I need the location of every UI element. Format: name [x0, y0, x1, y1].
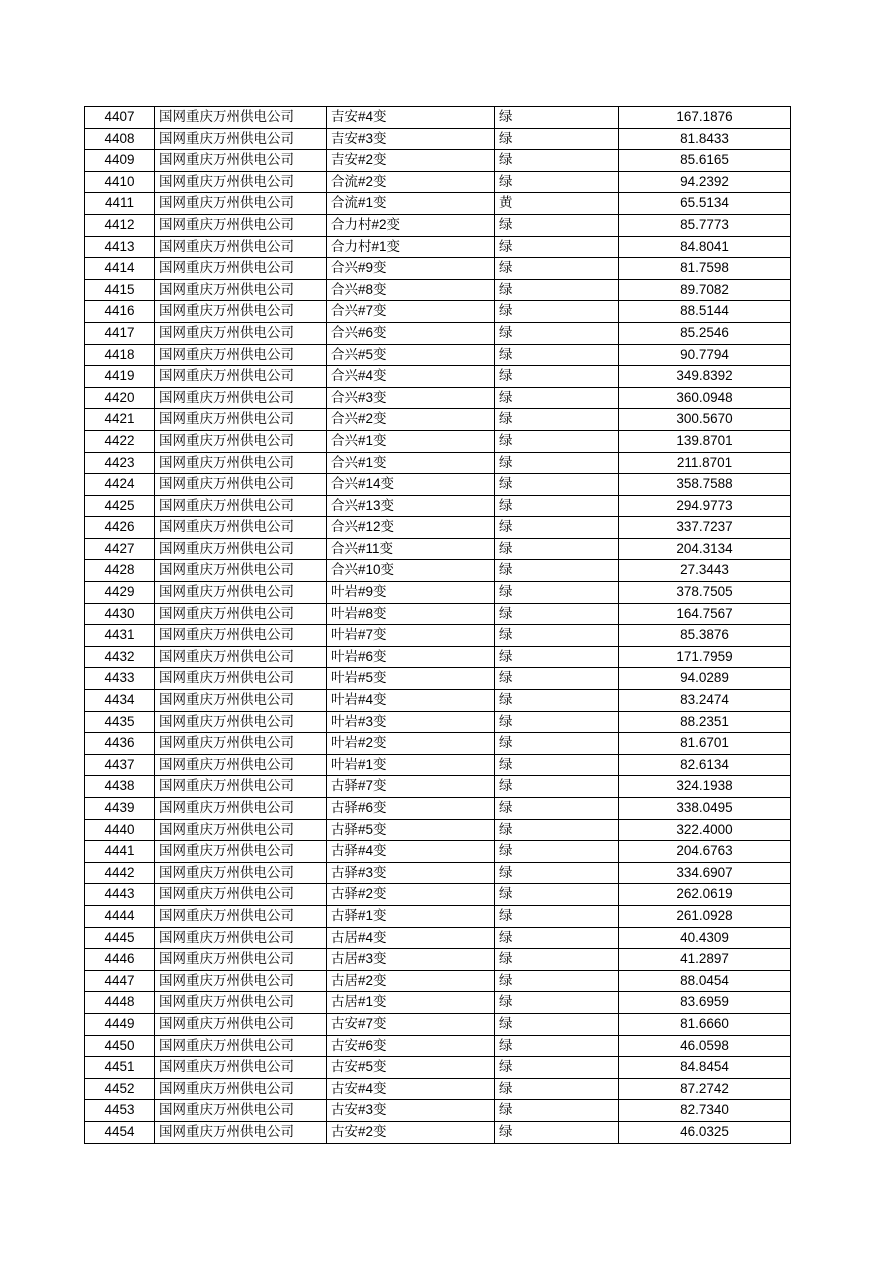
cell-company: 国网重庆万州供电公司	[155, 754, 327, 776]
cell-color: 绿	[495, 690, 619, 712]
cell-company: 国网重庆万州供电公司	[155, 171, 327, 193]
cell-id: 4432	[85, 646, 155, 668]
cell-id: 4429	[85, 582, 155, 604]
cell-value: 46.0598	[619, 1035, 791, 1057]
cell-color: 绿	[495, 452, 619, 474]
cell-color: 绿	[495, 495, 619, 517]
cell-color: 绿	[495, 927, 619, 949]
cell-company: 国网重庆万州供电公司	[155, 236, 327, 258]
cell-value: 324.1938	[619, 776, 791, 798]
cell-station: 合兴#8变	[327, 279, 495, 301]
cell-company: 国网重庆万州供电公司	[155, 1013, 327, 1035]
cell-company: 国网重庆万州供电公司	[155, 495, 327, 517]
table-row	[85, 711, 791, 733]
cell-company: 国网重庆万州供电公司	[155, 452, 327, 474]
cell-color: 绿	[495, 776, 619, 798]
table-row	[85, 279, 791, 301]
cell-value: 81.6701	[619, 733, 791, 755]
table-row	[85, 798, 791, 820]
cell-station: 合兴#14变	[327, 474, 495, 496]
cell-id: 4408	[85, 128, 155, 150]
cell-id: 4438	[85, 776, 155, 798]
cell-station: 吉安#2变	[327, 150, 495, 172]
cell-id: 4420	[85, 387, 155, 409]
cell-value: 27.3443	[619, 560, 791, 582]
cell-company: 国网重庆万州供电公司	[155, 668, 327, 690]
cell-id: 4414	[85, 258, 155, 280]
cell-station: 合兴#1变	[327, 430, 495, 452]
cell-station: 叶岩#9变	[327, 582, 495, 604]
cell-id: 4425	[85, 495, 155, 517]
cell-id: 4436	[85, 733, 155, 755]
cell-station: 古居#2变	[327, 970, 495, 992]
cell-id: 4428	[85, 560, 155, 582]
table-row	[85, 538, 791, 560]
cell-id: 4431	[85, 625, 155, 647]
cell-company: 国网重庆万州供电公司	[155, 603, 327, 625]
table-row	[85, 409, 791, 431]
cell-company: 国网重庆万州供电公司	[155, 366, 327, 388]
cell-color: 绿	[495, 970, 619, 992]
cell-id: 4447	[85, 970, 155, 992]
cell-id: 4439	[85, 798, 155, 820]
cell-company: 国网重庆万州供电公司	[155, 690, 327, 712]
cell-id: 4427	[85, 538, 155, 560]
cell-value: 167.1876	[619, 107, 791, 129]
cell-station: 合兴#5变	[327, 344, 495, 366]
cell-color: 绿	[495, 1013, 619, 1035]
cell-value: 338.0495	[619, 798, 791, 820]
cell-color: 绿	[495, 1035, 619, 1057]
cell-color: 绿	[495, 1057, 619, 1079]
table-row	[85, 214, 791, 236]
cell-color: 绿	[495, 430, 619, 452]
cell-company: 国网重庆万州供电公司	[155, 387, 327, 409]
cell-company: 国网重庆万州供电公司	[155, 409, 327, 431]
table-row	[85, 690, 791, 712]
cell-value: 85.2546	[619, 322, 791, 344]
table-row	[85, 150, 791, 172]
cell-value: 88.5144	[619, 301, 791, 323]
table-row	[85, 107, 791, 129]
cell-id: 4407	[85, 107, 155, 129]
cell-color: 绿	[495, 884, 619, 906]
table-row	[85, 301, 791, 323]
cell-color: 绿	[495, 1121, 619, 1143]
cell-color: 绿	[495, 1078, 619, 1100]
cell-company: 国网重庆万州供电公司	[155, 517, 327, 539]
table-row	[85, 258, 791, 280]
cell-station: 合兴#7变	[327, 301, 495, 323]
cell-station: 合流#2变	[327, 171, 495, 193]
cell-station: 古安#2变	[327, 1121, 495, 1143]
cell-value: 261.0928	[619, 905, 791, 927]
cell-color: 绿	[495, 258, 619, 280]
cell-value: 83.6959	[619, 992, 791, 1014]
cell-company: 国网重庆万州供电公司	[155, 538, 327, 560]
cell-company: 国网重庆万州供电公司	[155, 819, 327, 841]
table-row	[85, 927, 791, 949]
cell-value: 82.7340	[619, 1100, 791, 1122]
cell-company: 国网重庆万州供电公司	[155, 1057, 327, 1079]
cell-id: 4434	[85, 690, 155, 712]
cell-station: 合兴#11变	[327, 538, 495, 560]
cell-id: 4412	[85, 214, 155, 236]
table-row	[85, 841, 791, 863]
cell-id: 4421	[85, 409, 155, 431]
cell-company: 国网重庆万州供电公司	[155, 193, 327, 215]
cell-station: 叶岩#8变	[327, 603, 495, 625]
cell-id: 4445	[85, 927, 155, 949]
cell-company: 国网重庆万州供电公司	[155, 927, 327, 949]
cell-id: 4411	[85, 193, 155, 215]
cell-company: 国网重庆万州供电公司	[155, 128, 327, 150]
cell-value: 262.0619	[619, 884, 791, 906]
cell-id: 4433	[85, 668, 155, 690]
cell-id: 4451	[85, 1057, 155, 1079]
table-row	[85, 366, 791, 388]
cell-id: 4426	[85, 517, 155, 539]
cell-company: 国网重庆万州供电公司	[155, 862, 327, 884]
cell-id: 4418	[85, 344, 155, 366]
table-row	[85, 905, 791, 927]
cell-value: 81.6660	[619, 1013, 791, 1035]
cell-station: 合力村#1变	[327, 236, 495, 258]
cell-station: 合兴#4变	[327, 366, 495, 388]
table-row	[85, 171, 791, 193]
cell-company: 国网重庆万州供电公司	[155, 322, 327, 344]
cell-value: 81.8433	[619, 128, 791, 150]
table-row	[85, 668, 791, 690]
cell-color: 绿	[495, 538, 619, 560]
table-row	[85, 495, 791, 517]
cell-station: 古驿#4变	[327, 841, 495, 863]
cell-company: 国网重庆万州供电公司	[155, 430, 327, 452]
cell-station: 吉安#3变	[327, 128, 495, 150]
cell-station: 合兴#9变	[327, 258, 495, 280]
cell-company: 国网重庆万州供电公司	[155, 970, 327, 992]
cell-color: 绿	[495, 387, 619, 409]
cell-value: 164.7567	[619, 603, 791, 625]
cell-station: 古安#7变	[327, 1013, 495, 1035]
cell-id: 4440	[85, 819, 155, 841]
cell-color: 绿	[495, 560, 619, 582]
cell-color: 绿	[495, 646, 619, 668]
cell-company: 国网重庆万州供电公司	[155, 776, 327, 798]
cell-id: 4417	[85, 322, 155, 344]
cell-station: 叶岩#5变	[327, 668, 495, 690]
cell-id: 4419	[85, 366, 155, 388]
cell-company: 国网重庆万州供电公司	[155, 582, 327, 604]
records-table	[84, 106, 791, 1144]
cell-value: 65.5134	[619, 193, 791, 215]
table-row	[85, 344, 791, 366]
cell-value: 90.7794	[619, 344, 791, 366]
cell-id: 4452	[85, 1078, 155, 1100]
cell-value: 94.0289	[619, 668, 791, 690]
cell-color: 绿	[495, 841, 619, 863]
cell-value: 85.3876	[619, 625, 791, 647]
cell-id: 4430	[85, 603, 155, 625]
cell-color: 绿	[495, 819, 619, 841]
cell-company: 国网重庆万州供电公司	[155, 560, 327, 582]
cell-value: 88.0454	[619, 970, 791, 992]
cell-value: 204.6763	[619, 841, 791, 863]
cell-color: 绿	[495, 107, 619, 129]
cell-value: 84.8041	[619, 236, 791, 258]
cell-color: 绿	[495, 754, 619, 776]
cell-id: 4422	[85, 430, 155, 452]
cell-color: 绿	[495, 582, 619, 604]
table-row	[85, 603, 791, 625]
cell-color: 绿	[495, 992, 619, 1014]
cell-id: 4446	[85, 949, 155, 971]
cell-value: 40.4309	[619, 927, 791, 949]
cell-station: 叶岩#2变	[327, 733, 495, 755]
table-row	[85, 1078, 791, 1100]
cell-id: 4424	[85, 474, 155, 496]
table-row	[85, 128, 791, 150]
cell-company: 国网重庆万州供电公司	[155, 107, 327, 129]
cell-color: 绿	[495, 301, 619, 323]
cell-color: 绿	[495, 798, 619, 820]
cell-color: 绿	[495, 171, 619, 193]
cell-value: 204.3134	[619, 538, 791, 560]
cell-company: 国网重庆万州供电公司	[155, 646, 327, 668]
cell-id: 4454	[85, 1121, 155, 1143]
cell-company: 国网重庆万州供电公司	[155, 214, 327, 236]
cell-company: 国网重庆万州供电公司	[155, 949, 327, 971]
cell-value: 358.7588	[619, 474, 791, 496]
cell-station: 古居#4变	[327, 927, 495, 949]
table-row	[85, 625, 791, 647]
cell-company: 国网重庆万州供电公司	[155, 625, 327, 647]
table-row	[85, 1100, 791, 1122]
cell-color: 绿	[495, 409, 619, 431]
cell-id: 4415	[85, 279, 155, 301]
table-row	[85, 970, 791, 992]
cell-id: 4410	[85, 171, 155, 193]
table-row	[85, 1121, 791, 1143]
table-row	[85, 560, 791, 582]
cell-id: 4444	[85, 905, 155, 927]
table-row	[85, 430, 791, 452]
cell-station: 古安#5变	[327, 1057, 495, 1079]
cell-value: 334.6907	[619, 862, 791, 884]
cell-color: 绿	[495, 344, 619, 366]
cell-value: 94.2392	[619, 171, 791, 193]
cell-station: 古居#1变	[327, 992, 495, 1014]
cell-station: 古安#3变	[327, 1100, 495, 1122]
cell-station: 古驿#7变	[327, 776, 495, 798]
cell-color: 绿	[495, 517, 619, 539]
cell-color: 绿	[495, 949, 619, 971]
data-sheet	[84, 106, 790, 1144]
cell-station: 叶岩#1变	[327, 754, 495, 776]
table-row	[85, 236, 791, 258]
cell-value: 85.6165	[619, 150, 791, 172]
cell-value: 337.7237	[619, 517, 791, 539]
table-row	[85, 387, 791, 409]
cell-station: 古驿#5变	[327, 819, 495, 841]
cell-value: 84.8454	[619, 1057, 791, 1079]
cell-color: 绿	[495, 733, 619, 755]
table-row	[85, 517, 791, 539]
table-body	[85, 107, 791, 1144]
cell-id: 4450	[85, 1035, 155, 1057]
table-row	[85, 733, 791, 755]
cell-company: 国网重庆万州供电公司	[155, 798, 327, 820]
cell-station: 古驿#3变	[327, 862, 495, 884]
table-row	[85, 193, 791, 215]
cell-value: 82.6134	[619, 754, 791, 776]
cell-color: 绿	[495, 603, 619, 625]
cell-company: 国网重庆万州供电公司	[155, 474, 327, 496]
cell-station: 叶岩#4变	[327, 690, 495, 712]
cell-station: 古安#6变	[327, 1035, 495, 1057]
cell-color: 绿	[495, 625, 619, 647]
cell-company: 国网重庆万州供电公司	[155, 1035, 327, 1057]
cell-id: 4409	[85, 150, 155, 172]
cell-company: 国网重庆万州供电公司	[155, 301, 327, 323]
cell-company: 国网重庆万州供电公司	[155, 344, 327, 366]
cell-value: 41.2897	[619, 949, 791, 971]
cell-color: 绿	[495, 150, 619, 172]
cell-value: 85.7773	[619, 214, 791, 236]
cell-company: 国网重庆万州供电公司	[155, 150, 327, 172]
cell-station: 合力村#2变	[327, 214, 495, 236]
cell-company: 国网重庆万州供电公司	[155, 992, 327, 1014]
table-row	[85, 1035, 791, 1057]
cell-station: 古居#3变	[327, 949, 495, 971]
cell-value: 360.0948	[619, 387, 791, 409]
cell-id: 4437	[85, 754, 155, 776]
table-row	[85, 646, 791, 668]
table-row	[85, 992, 791, 1014]
cell-color: 黄	[495, 193, 619, 215]
cell-station: 合兴#6变	[327, 322, 495, 344]
cell-station: 合兴#2变	[327, 409, 495, 431]
cell-id: 4442	[85, 862, 155, 884]
cell-company: 国网重庆万州供电公司	[155, 1121, 327, 1143]
cell-company: 国网重庆万州供电公司	[155, 841, 327, 863]
cell-station: 合兴#3变	[327, 387, 495, 409]
cell-color: 绿	[495, 214, 619, 236]
cell-id: 4416	[85, 301, 155, 323]
cell-station: 合流#1变	[327, 193, 495, 215]
table-row	[85, 754, 791, 776]
cell-id: 4443	[85, 884, 155, 906]
cell-color: 绿	[495, 1100, 619, 1122]
table-row	[85, 322, 791, 344]
cell-value: 378.7505	[619, 582, 791, 604]
cell-station: 古驿#1变	[327, 905, 495, 927]
cell-company: 国网重庆万州供电公司	[155, 711, 327, 733]
cell-value: 87.2742	[619, 1078, 791, 1100]
cell-station: 合兴#13变	[327, 495, 495, 517]
cell-value: 89.7082	[619, 279, 791, 301]
cell-id: 4441	[85, 841, 155, 863]
table-row	[85, 582, 791, 604]
cell-value: 322.4000	[619, 819, 791, 841]
cell-company: 国网重庆万州供电公司	[155, 279, 327, 301]
table-row	[85, 862, 791, 884]
table-row	[85, 819, 791, 841]
cell-id: 4453	[85, 1100, 155, 1122]
cell-color: 绿	[495, 905, 619, 927]
table-row	[85, 884, 791, 906]
cell-company: 国网重庆万州供电公司	[155, 1078, 327, 1100]
cell-value: 46.0325	[619, 1121, 791, 1143]
cell-id: 4423	[85, 452, 155, 474]
cell-value: 83.2474	[619, 690, 791, 712]
cell-id: 4449	[85, 1013, 155, 1035]
cell-id: 4413	[85, 236, 155, 258]
cell-color: 绿	[495, 711, 619, 733]
cell-id: 4448	[85, 992, 155, 1014]
cell-color: 绿	[495, 322, 619, 344]
cell-company: 国网重庆万州供电公司	[155, 733, 327, 755]
cell-value: 81.7598	[619, 258, 791, 280]
table-row	[85, 474, 791, 496]
cell-station: 吉安#4变	[327, 107, 495, 129]
cell-station: 合兴#10变	[327, 560, 495, 582]
cell-color: 绿	[495, 474, 619, 496]
cell-station: 叶岩#3变	[327, 711, 495, 733]
cell-value: 139.8701	[619, 430, 791, 452]
cell-value: 349.8392	[619, 366, 791, 388]
table-row	[85, 776, 791, 798]
cell-value: 88.2351	[619, 711, 791, 733]
cell-company: 国网重庆万州供电公司	[155, 884, 327, 906]
cell-color: 绿	[495, 236, 619, 258]
table-row	[85, 1013, 791, 1035]
cell-company: 国网重庆万州供电公司	[155, 905, 327, 927]
cell-station: 古驿#6变	[327, 798, 495, 820]
cell-color: 绿	[495, 862, 619, 884]
cell-color: 绿	[495, 366, 619, 388]
cell-value: 211.8701	[619, 452, 791, 474]
cell-value: 294.9773	[619, 495, 791, 517]
cell-value: 171.7959	[619, 646, 791, 668]
cell-company: 国网重庆万州供电公司	[155, 1100, 327, 1122]
cell-value: 300.5670	[619, 409, 791, 431]
cell-id: 4435	[85, 711, 155, 733]
table-row	[85, 452, 791, 474]
cell-color: 绿	[495, 279, 619, 301]
cell-station: 叶岩#7变	[327, 625, 495, 647]
cell-station: 古驿#2变	[327, 884, 495, 906]
table-row	[85, 1057, 791, 1079]
cell-company: 国网重庆万州供电公司	[155, 258, 327, 280]
cell-station: 合兴#12变	[327, 517, 495, 539]
cell-station: 合兴#1变	[327, 452, 495, 474]
cell-color: 绿	[495, 128, 619, 150]
cell-station: 古安#4变	[327, 1078, 495, 1100]
cell-station: 叶岩#6变	[327, 646, 495, 668]
cell-color: 绿	[495, 668, 619, 690]
table-row	[85, 949, 791, 971]
